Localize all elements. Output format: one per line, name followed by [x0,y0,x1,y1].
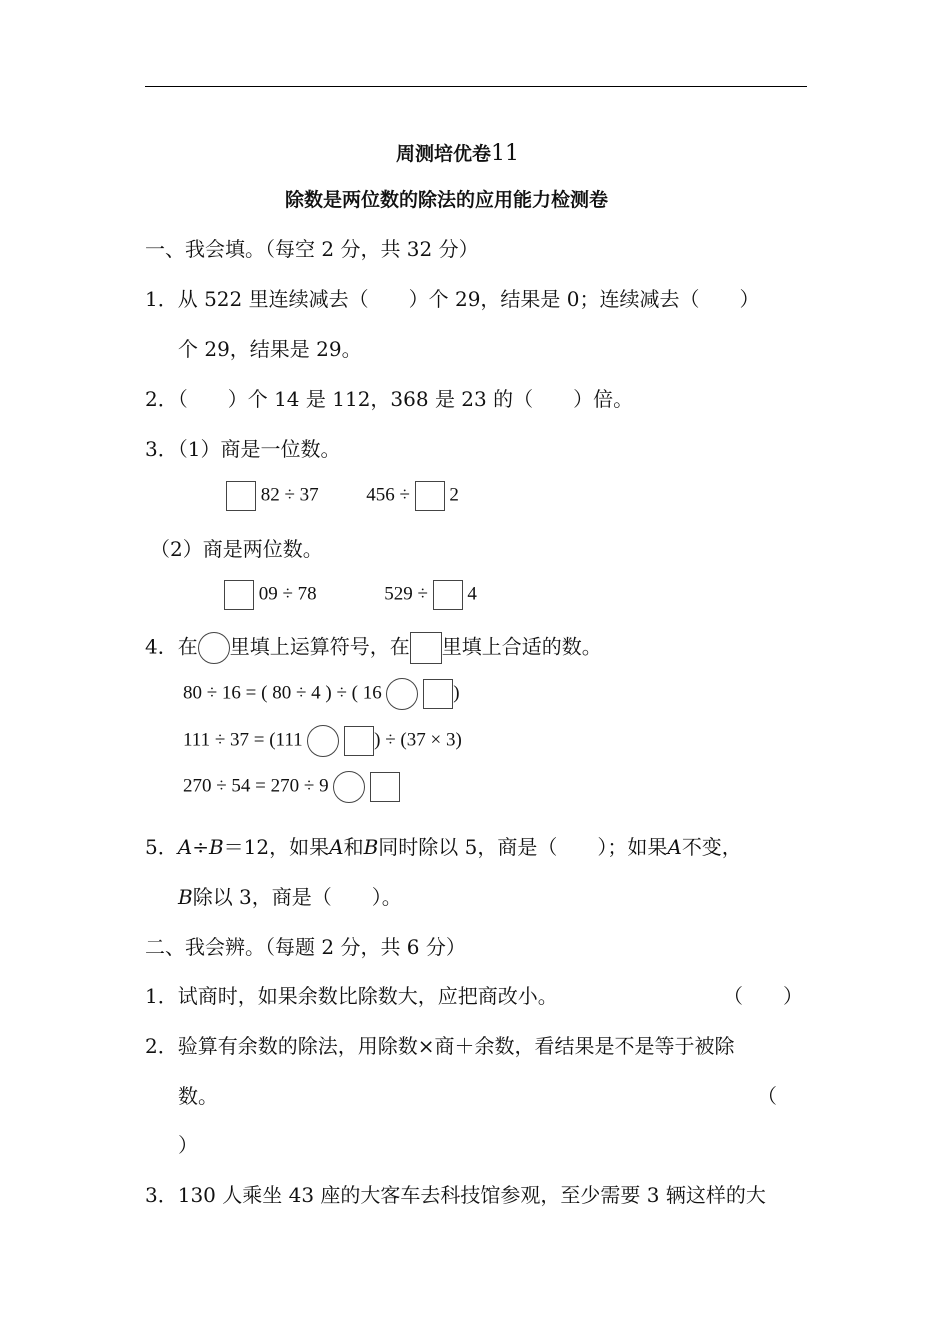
question-4-instruction: 4．在 里填上运算符号，在 里填上合适的数。 [145,632,602,664]
judge-question-2-answer-open[interactable]: （ [757,1084,777,1108]
operator-circle[interactable] [307,725,339,757]
answer-box[interactable] [226,481,256,511]
answer-box[interactable] [224,580,254,610]
answer-box[interactable] [370,772,400,802]
question-4-equation-2: 111 ÷ 37 = (111 ) ÷ (37 × 3) [183,725,462,757]
header-rule [145,86,807,87]
operator-circle[interactable] [386,678,418,710]
answer-box[interactable] [423,679,453,709]
page-subtitle: 除数是两位数的除法的应用能力检测卷 [285,189,609,211]
judge-question-2-line-2: 数。 [178,1084,218,1108]
question-5-line-1: 5．A÷B＝12，如果A和B同时除以 5，商是（ ）；如果A不变， [145,835,742,859]
judge-question-3-line-1: 3．130 人乘坐 43 座的大客车去科技馆参观，至少需要 3 辆这样的大 [145,1183,766,1207]
question-4-equation-3: 270 ÷ 54 = 270 ÷ 9 [183,771,400,803]
expr-text: 82 ÷ 37 [260,484,319,506]
section-1-heading: 一、我会填。（每空 2 分，共 32 分） [145,237,479,261]
page-title: 周测培优卷11 [396,141,520,166]
question-3-part-1-exprs [226,481,459,511]
question-3-part-2-exprs [224,580,477,610]
expr-text: 2 [449,484,459,506]
question-1-line-2: 个 29，结果是 29。 [178,337,362,361]
answer-box[interactable] [344,726,374,756]
circle-symbol-icon [198,632,230,664]
question-5-line-2: B除以 3，商是（ ）。 [178,885,402,909]
square-symbol-icon [410,632,442,664]
answer-box[interactable] [433,580,463,610]
question-1-line-1: 1．从 522 里连续减去（ ）个 29，结果是 0；连续减去（ ） [145,287,760,311]
expr-text: 529 ÷ [384,583,428,605]
judge-question-2-answer-close[interactable]: ） [178,1133,198,1157]
expr-text: 4 [467,583,477,605]
section-2-heading: 二、我会辨。（每题 2 分，共 6 分） [145,935,466,959]
judge-question-2-line-1: 2．验算有余数的除法，用除数×商＋余数，看结果是不是等于被除 [145,1034,735,1058]
question-3-part-1: 3．（1）商是一位数。 [145,437,341,461]
question-4-equation-1: 80 ÷ 16 = ( 80 ÷ 4 ) ÷ ( 16 ) [183,678,460,710]
question-3-part-2: （2）商是两位数。 [150,537,323,561]
judge-question-1: 1．试商时，如果余数比除数大，应把商改小。 [145,984,558,1008]
operator-circle[interactable] [333,771,365,803]
answer-box[interactable] [415,481,445,511]
expr-text: 09 ÷ 78 [258,583,317,605]
question-2: 2．（ ）个 14 是 112，368 是 23 的（ ）倍。 [145,387,634,411]
judge-question-1-answer[interactable]: （ ） [723,984,803,1008]
expr-text: 456 ÷ [366,484,410,506]
